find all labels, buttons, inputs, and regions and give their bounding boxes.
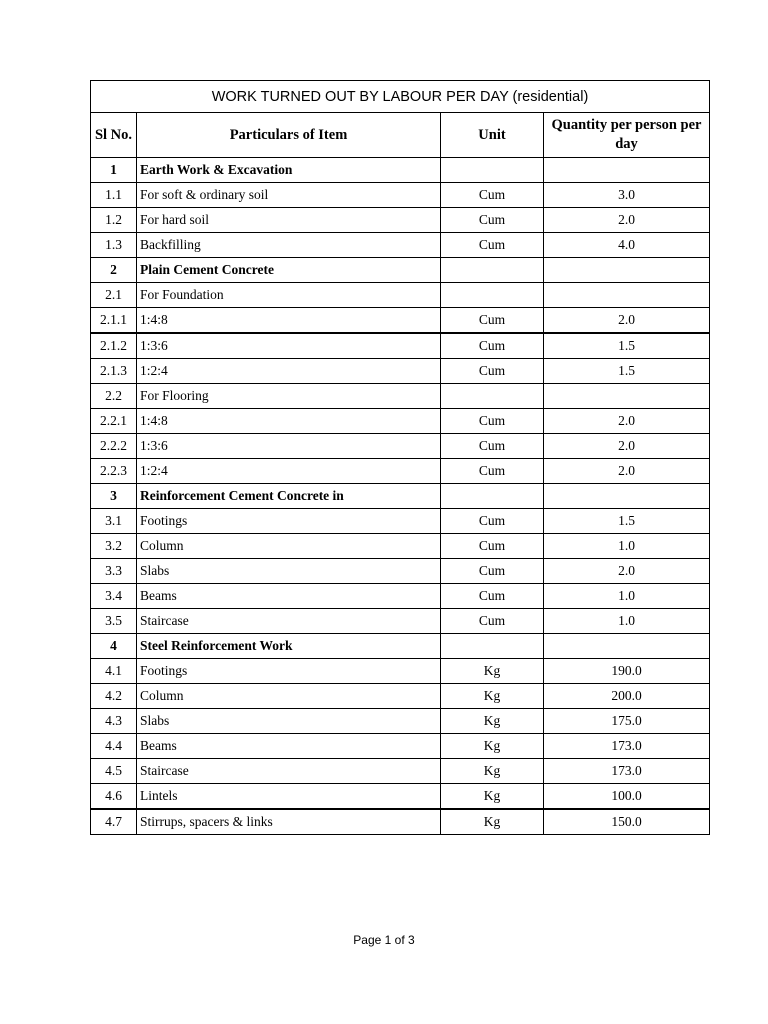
cell-unit: Cum	[441, 584, 544, 609]
cell-item: Beams	[137, 584, 441, 609]
cell-unit: Cum	[441, 434, 544, 459]
cell-qty: 1.5	[544, 359, 710, 384]
cell-sl: 3.2	[91, 534, 137, 559]
cell-sl: 2.2.2	[91, 434, 137, 459]
cell-qty	[544, 258, 710, 283]
table-row	[91, 183, 710, 208]
cell-unit: Cum	[441, 359, 544, 384]
cell-sl: 2.1	[91, 283, 137, 308]
table-row	[91, 659, 710, 684]
cell-qty: 2.0	[544, 559, 710, 584]
cell-unit: Kg	[441, 784, 544, 810]
table-row	[91, 684, 710, 709]
table-row	[91, 784, 710, 810]
cell-item: For Foundation	[137, 283, 441, 308]
header-unit: Unit	[441, 113, 544, 158]
table-row	[91, 233, 710, 258]
cell-qty: 1.5	[544, 333, 710, 359]
cell-qty: 3.0	[544, 183, 710, 208]
cell-unit	[441, 158, 544, 183]
cell-item: Stirrups, spacers & links	[137, 809, 441, 835]
cell-item: Slabs	[137, 559, 441, 584]
table-row	[91, 809, 710, 835]
cell-item: Column	[137, 684, 441, 709]
header-row	[91, 113, 710, 158]
cell-item: Footings	[137, 659, 441, 684]
cell-qty	[544, 634, 710, 659]
cell-sl: 1.3	[91, 233, 137, 258]
cell-item: For soft & ordinary soil	[137, 183, 441, 208]
cell-qty	[544, 283, 710, 308]
cell-sl: 1	[91, 158, 137, 183]
table-row	[91, 609, 710, 634]
cell-item: 1:3:6	[137, 333, 441, 359]
cell-item: 1:3:6	[137, 434, 441, 459]
cell-item: For Flooring	[137, 384, 441, 409]
table-row	[91, 534, 710, 559]
table-row	[91, 359, 710, 384]
cell-sl: 3.4	[91, 584, 137, 609]
cell-qty: 173.0	[544, 759, 710, 784]
cell-qty	[544, 384, 710, 409]
cell-item: Reinforcement Cement Concrete in	[137, 484, 441, 509]
table-row	[91, 258, 710, 283]
cell-qty	[544, 158, 710, 183]
cell-item: 1:2:4	[137, 359, 441, 384]
table-row	[91, 734, 710, 759]
cell-sl: 4.5	[91, 759, 137, 784]
cell-unit: Cum	[441, 233, 544, 258]
cell-unit: Cum	[441, 509, 544, 534]
cell-qty: 200.0	[544, 684, 710, 709]
cell-qty: 2.0	[544, 409, 710, 434]
table-row	[91, 158, 710, 183]
table-row	[91, 333, 710, 359]
cell-sl: 1.1	[91, 183, 137, 208]
cell-sl: 2.2.1	[91, 409, 137, 434]
cell-item: 1:2:4	[137, 459, 441, 484]
table-row	[91, 484, 710, 509]
cell-sl: 4	[91, 634, 137, 659]
cell-item: Column	[137, 534, 441, 559]
cell-unit	[441, 634, 544, 659]
cell-unit: Kg	[441, 709, 544, 734]
table-row	[91, 709, 710, 734]
cell-sl: 3.1	[91, 509, 137, 534]
cell-unit: Cum	[441, 609, 544, 634]
cell-item: Beams	[137, 734, 441, 759]
cell-item: Steel Reinforcement Work	[137, 634, 441, 659]
cell-qty	[544, 484, 710, 509]
cell-item: Backfilling	[137, 233, 441, 258]
cell-qty: 1.0	[544, 534, 710, 559]
cell-qty: 2.0	[544, 208, 710, 233]
cell-sl: 2.1.2	[91, 333, 137, 359]
cell-qty: 1.5	[544, 509, 710, 534]
cell-qty: 2.0	[544, 434, 710, 459]
cell-qty: 173.0	[544, 734, 710, 759]
cell-sl: 2.2.3	[91, 459, 137, 484]
cell-sl: 3	[91, 484, 137, 509]
title-row	[91, 81, 710, 113]
table-body	[91, 158, 710, 835]
table-row	[91, 759, 710, 784]
table-row	[91, 283, 710, 308]
cell-unit: Cum	[441, 409, 544, 434]
cell-qty: 2.0	[544, 308, 710, 334]
cell-unit: Kg	[441, 809, 544, 835]
header-qty: Quantity per person per day	[544, 113, 710, 158]
cell-item: 1:4:8	[137, 409, 441, 434]
cell-item: Lintels	[137, 784, 441, 810]
header-sl: Sl No.	[91, 113, 137, 158]
table-row	[91, 409, 710, 434]
cell-qty: 100.0	[544, 784, 710, 810]
cell-sl: 4.3	[91, 709, 137, 734]
cell-item: Plain Cement Concrete	[137, 258, 441, 283]
table-row	[91, 459, 710, 484]
page-footer: Page 1 of 3	[353, 933, 415, 947]
cell-unit: Cum	[441, 333, 544, 359]
cell-unit: Kg	[441, 759, 544, 784]
cell-unit: Kg	[441, 734, 544, 759]
cell-item: Earth Work & Excavation	[137, 158, 441, 183]
cell-sl: 4.6	[91, 784, 137, 810]
cell-unit	[441, 384, 544, 409]
cell-unit: Cum	[441, 308, 544, 334]
cell-unit: Kg	[441, 659, 544, 684]
cell-sl: 3.5	[91, 609, 137, 634]
cell-unit: Kg	[441, 684, 544, 709]
cell-sl: 2.1.3	[91, 359, 137, 384]
cell-qty: 150.0	[544, 809, 710, 835]
cell-sl: 4.7	[91, 809, 137, 835]
table-title: WORK TURNED OUT BY LABOUR PER DAY (residential)	[91, 81, 710, 113]
cell-qty: 1.0	[544, 584, 710, 609]
cell-item: Slabs	[137, 709, 441, 734]
cell-sl: 4.1	[91, 659, 137, 684]
table-row	[91, 434, 710, 459]
table-row	[91, 384, 710, 409]
cell-sl: 1.2	[91, 208, 137, 233]
cell-item: 1:4:8	[137, 308, 441, 334]
cell-qty: 190.0	[544, 659, 710, 684]
cell-sl: 4.4	[91, 734, 137, 759]
table-row	[91, 208, 710, 233]
cell-sl: 2.2	[91, 384, 137, 409]
cell-unit: Cum	[441, 183, 544, 208]
table-row	[91, 634, 710, 659]
table-row	[91, 308, 710, 334]
cell-qty: 2.0	[544, 459, 710, 484]
labour-output-table	[90, 80, 710, 835]
cell-sl: 4.2	[91, 684, 137, 709]
header-item: Particulars of Item	[137, 113, 441, 158]
table-row	[91, 509, 710, 534]
cell-qty: 175.0	[544, 709, 710, 734]
cell-item: Footings	[137, 509, 441, 534]
cell-unit: Cum	[441, 208, 544, 233]
cell-unit: Cum	[441, 534, 544, 559]
cell-qty: 4.0	[544, 233, 710, 258]
cell-unit	[441, 484, 544, 509]
cell-item: Staircase	[137, 609, 441, 634]
cell-item: Staircase	[137, 759, 441, 784]
cell-qty: 1.0	[544, 609, 710, 634]
cell-unit: Cum	[441, 459, 544, 484]
cell-sl: 2	[91, 258, 137, 283]
cell-unit	[441, 283, 544, 308]
cell-sl: 2.1.1	[91, 308, 137, 334]
table-row	[91, 584, 710, 609]
table-row	[91, 559, 710, 584]
cell-unit: Cum	[441, 559, 544, 584]
cell-unit	[441, 258, 544, 283]
cell-sl: 3.3	[91, 559, 137, 584]
cell-item: For hard soil	[137, 208, 441, 233]
